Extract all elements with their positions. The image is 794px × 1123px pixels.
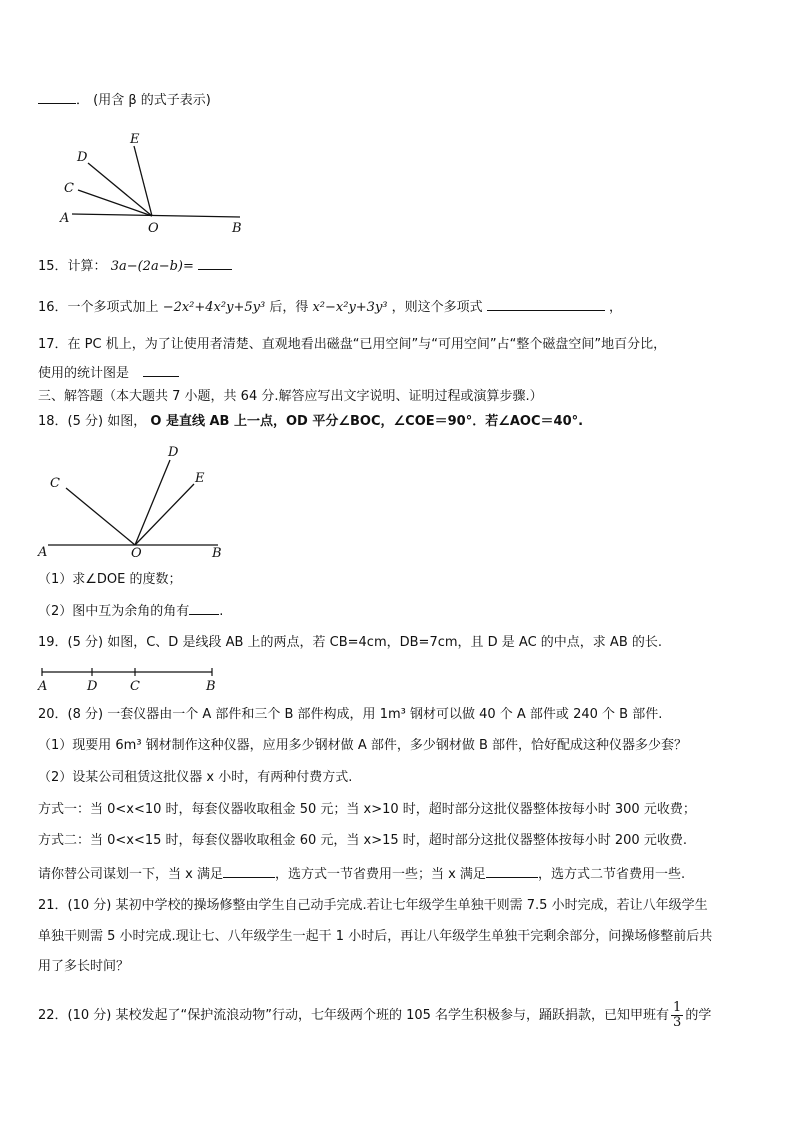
label-c: C xyxy=(50,476,60,491)
label-e: E xyxy=(130,132,140,147)
q20-text: ，选方式二节省费用一些. xyxy=(537,867,686,882)
label-o: O xyxy=(148,221,159,236)
q20-line5: 方式二：当 0<x<15 时，每套仪器收取租金 60 元，当 x>15 时，超时部分这批仪器整体按每小时 200 元收费. xyxy=(38,833,687,848)
q16-text: ，则这个多项式 xyxy=(391,300,483,315)
section-heading: 三、解答题（本大题共 7 小题，共 64 分.解答应写出文字说明、证明过程或演算步骤.） xyxy=(38,389,543,404)
q17-line1: 17．在 PC 机上，为了让使用者清楚、直观地看出磁盘“已用空间”与“可用空间”占“整个磁盘空间”地百分比， xyxy=(38,337,667,352)
label-b: B xyxy=(212,546,222,561)
q17-text: 使用的统计图是 xyxy=(38,366,130,381)
label-a: A xyxy=(38,545,48,560)
q21-line1: 21．(10 分) 某初中学校的操场修整由学生自己动手完成.若让七年级学生单独干则需 7.5 小时完成，若让八年级学生 xyxy=(38,898,708,913)
answer-blank xyxy=(223,864,275,878)
label-b: B xyxy=(206,679,216,694)
q20-line3: （2）设某公司租赁这批仪器 x 小时，有两种付费方式. xyxy=(38,770,353,785)
fraction xyxy=(671,1001,683,1030)
q16-number: 16．一个多项式加上 xyxy=(38,300,159,315)
q16-text: 后，得 xyxy=(269,300,309,315)
label-e: E xyxy=(195,471,205,486)
fraction-numerator: 1 xyxy=(673,1000,682,1015)
q22-text: 的学 xyxy=(685,1008,712,1023)
label-o: O xyxy=(131,546,142,561)
answer-blank xyxy=(486,864,538,878)
q21-line2: 单独干则需 5 小时完成.现让七、八年级学生一起干 1 小时后，再让八年级学生单独干完剩余部分，问操场修整前后共 xyxy=(38,929,713,944)
q20-line4: 方式一：当 0<x<10 时，每套仪器收取租金 50 元；当 x>10 时，超时部分这批仪器整体按每小时 300 元收费； xyxy=(38,802,696,817)
q18-text: （2）图中互为余角的角有 xyxy=(38,604,190,619)
label-a: A xyxy=(38,679,48,694)
q18-number: 18．(5 分) 如图， xyxy=(38,414,147,429)
label-d: D xyxy=(87,679,98,694)
q22-text: 22．(10 分) 某校发起了“保护流浪动物”行动，七年级两个班的 105 名学生积极参与，踊跃捐款，已知甲班有 xyxy=(38,1008,670,1023)
q18-sub1: （1）求∠DOE 的度数； xyxy=(38,572,182,587)
fraction-denominator: 3 xyxy=(673,1015,682,1030)
label-b: B xyxy=(232,221,242,236)
q15-expression: 3a−(2a−b)= xyxy=(110,259,194,274)
q20-text: ，选方式一节省费用一些；当 x 满足 xyxy=(274,867,486,882)
q20-line2: （1）现要用 6m³ 钢材制作这种仪器，应用多少钢材做 A 部件，多少钢材做 B 部件，恰好配成这种仪器多少套？ xyxy=(38,738,688,753)
q20-text: 请你替公司谋划一下，当 x 满足 xyxy=(38,867,223,882)
label-c: C xyxy=(130,679,140,694)
q16-expression-2: x²−x²y+3y³ xyxy=(312,300,388,315)
q16-expression-1: −2x²+4x²y+5y³ xyxy=(162,300,266,315)
q16-text: ， xyxy=(608,300,622,315)
q20-line6 xyxy=(38,864,685,884)
q19: 19．(5 分) 如图，C、D 是线段 AB 上的两点，若 CB=4cm，DB=7cm，且 D 是 AC 的中点，求 AB 的长. xyxy=(38,635,663,650)
q21-line3: 用了多长时间？ xyxy=(38,959,130,974)
label-d: D xyxy=(168,445,179,460)
q14-tail: ． (用含 β 的式子表示) xyxy=(38,90,211,110)
q18-text: O 是直线 AB 上一点，OD 平分∠BOC，∠COE＝90°．若∠AOC＝40°. xyxy=(150,414,584,429)
q20-line1: 20．(8 分) 一套仪器由一个 A 部件和三个 B 部件构成，用 1m³ 钢材可以做 40 个 A 部件或 240 个 B 部件. xyxy=(38,707,663,722)
label-c: C xyxy=(64,181,74,196)
label-a: A xyxy=(60,211,70,226)
q22 xyxy=(38,1001,711,1030)
q15-number: 15．计算： xyxy=(38,259,107,274)
q18-text: . xyxy=(219,604,224,619)
q14-hint: (用含 β 的式子表示) xyxy=(93,93,211,108)
label-d: D xyxy=(77,150,88,165)
